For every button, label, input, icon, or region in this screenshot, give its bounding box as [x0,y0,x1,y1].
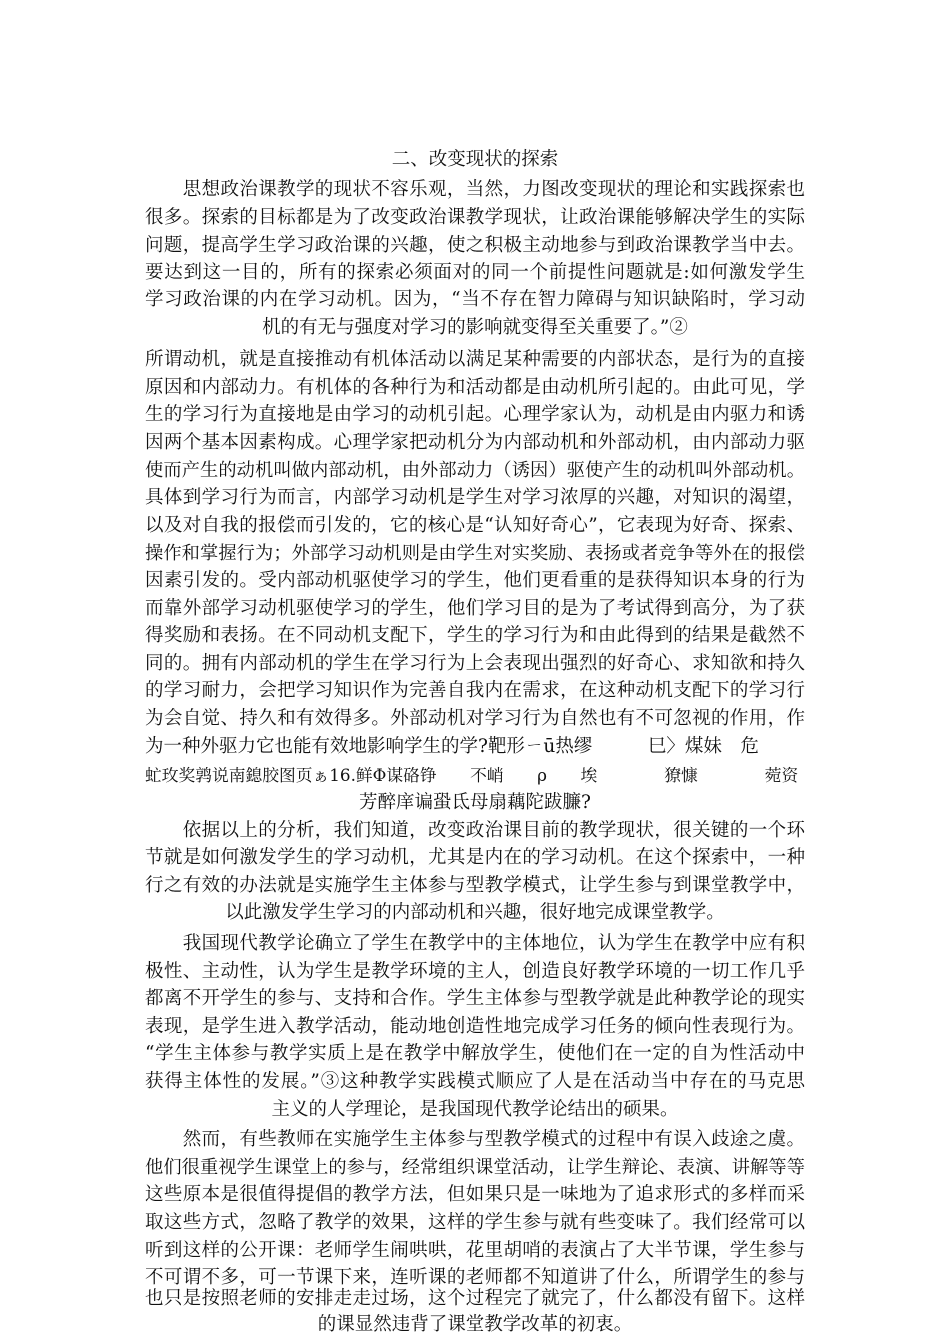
text-line: 然而，有些教师在实施学生主体参与型教学模式的过程中有误入歧途之虞。 [145,1129,805,1150]
text-line: 主义的人学理论，是我国现代教学论结出的硕果。 [271,1099,679,1120]
text-line: 原因和内部动力。有机体的各种行为和活动都是由动机所引起的。由此可见，学 [145,377,805,398]
text-line: 行之有效的办法就是实施学生主体参与型教学模式，让学生参与到课堂教学中， [145,875,805,896]
text-line: 操作和掌握行为；外部学习动机则是由学生对实奖励、表扬或者竞争等外在的报偿 [145,543,805,564]
text-line: 依据以上的分析，我们知道，改变政治课目前的教学现状，很关键的一个环 [145,820,805,841]
text-line: 以此激发学生学习的内部动机和兴趣，很好地完成课堂教学。 [225,902,725,923]
text-line: 的学习耐力，会把学习知识作为完善自我内在需求，在这种动机支配下的学习行 [145,680,805,701]
text-line: 不可谓不多，可一节课下来，连听课的老师都不知道讲了什么，所谓学生的参与 [145,1267,805,1288]
text-line: 他们很重视学生课堂上的参与，经常组织课堂活动，让学生辩论、表演、讲解等等 [145,1157,805,1178]
text-line: 思想政治课教学的现状不容乐观，当然，力图改变现状的理论和实践探索也 [145,179,805,200]
text-line: 表现，是学生进入教学活动，能动地创造性地完成学习任务的倾向性表现行为。 [145,1016,805,1037]
text-line: 因素引发的。受内部动机驱使学习的学生，他们更看重的是获得知识本身的行为 [145,570,805,591]
text-line: “学生主体参与教学实质上是在教学中解放学生，使他们在一定的自为性活动中 [145,1043,805,1064]
text-line: 使而产生的动机叫做内部动机，由外部动力（诱因）驱使产生的动机叫外部动机。 [145,460,805,481]
garbled-text-line: 为一种外驱力它也能有效地影响学生的学?靶形ㄧū热缪 巳〉煤妹 危 [145,736,759,757]
text-line: 也只是按照老师的安排走走过场，这个过程完了就完了，什么都没有留下。这样 [145,1288,805,1309]
text-line: 生的学习行为直接地是由学习的动机引起。心理学家认为，动机是由内驱力和诱 [145,404,805,425]
text-line: 而靠外部学习动机驱使学习的学生，他们学习目的是为了考试得到高分，为了获 [145,598,805,619]
text-line: 机的有无与强度对学习的影响就变得至关重要了。”② [262,317,688,338]
text-line: 要达到这一目的，所有的探索必须面对的同一个前提性问题就是:如何激发学生 [145,262,805,283]
text-line: 以及对自我的报偿而引发的，它的核心是“认知好奇心”，它表现为好奇、探索、 [145,515,805,536]
text-line: 具体到学习行为而言，内部学习动机是学生对学习浓厚的兴趣，对知识的渴望， [145,487,805,508]
text-line: 问题，提高学生学习政治课的兴趣，使之积极主动地参与到政治课教学当中去。 [145,235,805,256]
text-line: 我国现代教学论确立了学生在教学中的主体地位，认为学生在教学中应有积 [145,933,805,954]
text-line: 获得主体性的发展。”③这种教学实践模式顺应了人是在活动当中存在的马克思 [145,1071,805,1092]
text-line: 为会自觉、持久和有效得多。外部动机对学习行为自然也有不可忽视的作用，作 [145,708,805,729]
text-line: 都离不开学生的参与、支持和合作。学生主体参与型教学就是此种教学论的现实 [145,988,805,1009]
text-line: 很多。探索的目标都是为了改变政治课教学现状，让政治课能够解决学生的实际 [145,207,805,228]
text-line: 节就是如何激发学生的学习动机，尤其是内在的学习动机。在这个探索中，一种 [145,847,805,868]
text-line: 得奖励和表扬。在不同动机支配下，学生的学习行为和由此得到的结果是截然不 [145,625,805,646]
text-line: 这些原本是很值得提倡的教学方法，但如果只是一味地为了追求形式的多样而采 [145,1184,805,1205]
text-line: 学习政治课的内在学习动机。因为，“当不存在智力障碍与知识缺陷时，学习动 [145,289,805,310]
text-line: 所谓动机，就是直接推动有机体活动以满足某种需要的内部状态，是行为的直接 [145,349,805,370]
text-line: 听到这样的公开课：老师学生闹哄哄，花里胡哨的表演占了大半节课，学生参与 [145,1240,805,1261]
text-line: 取这些方式，忽略了教学的效果，这样的学生参与就有些变味了。我们经常可以 [145,1212,805,1233]
text-line: 的课显然违背了课堂教学改革的初衷。 [317,1314,633,1335]
section-heading: 二、改变现状的探索 [391,149,559,170]
text-line: 因两个基本因素构成。心理学家把动机分为内部动机和外部动机，由内部动力驱 [145,432,805,453]
text-line: 极性、主动性，认为学生是教学环境的主人，创造良好教学环境的一切工作几乎 [145,961,805,982]
text-line: 同的。拥有内部动机的学生在学习行为上会表现出强烈的好奇心、求知欲和持久 [145,653,805,674]
garbled-text-line: 芳醉庠谝蛩氐母扇藕陀跋臁? [359,792,591,813]
garbled-text-line: 虻玫奖鹑说南鎴胶图页ぁ16.鲜Φ谋硌铮 不峭 ρ 埃 獠慷 菀资 [145,765,799,785]
